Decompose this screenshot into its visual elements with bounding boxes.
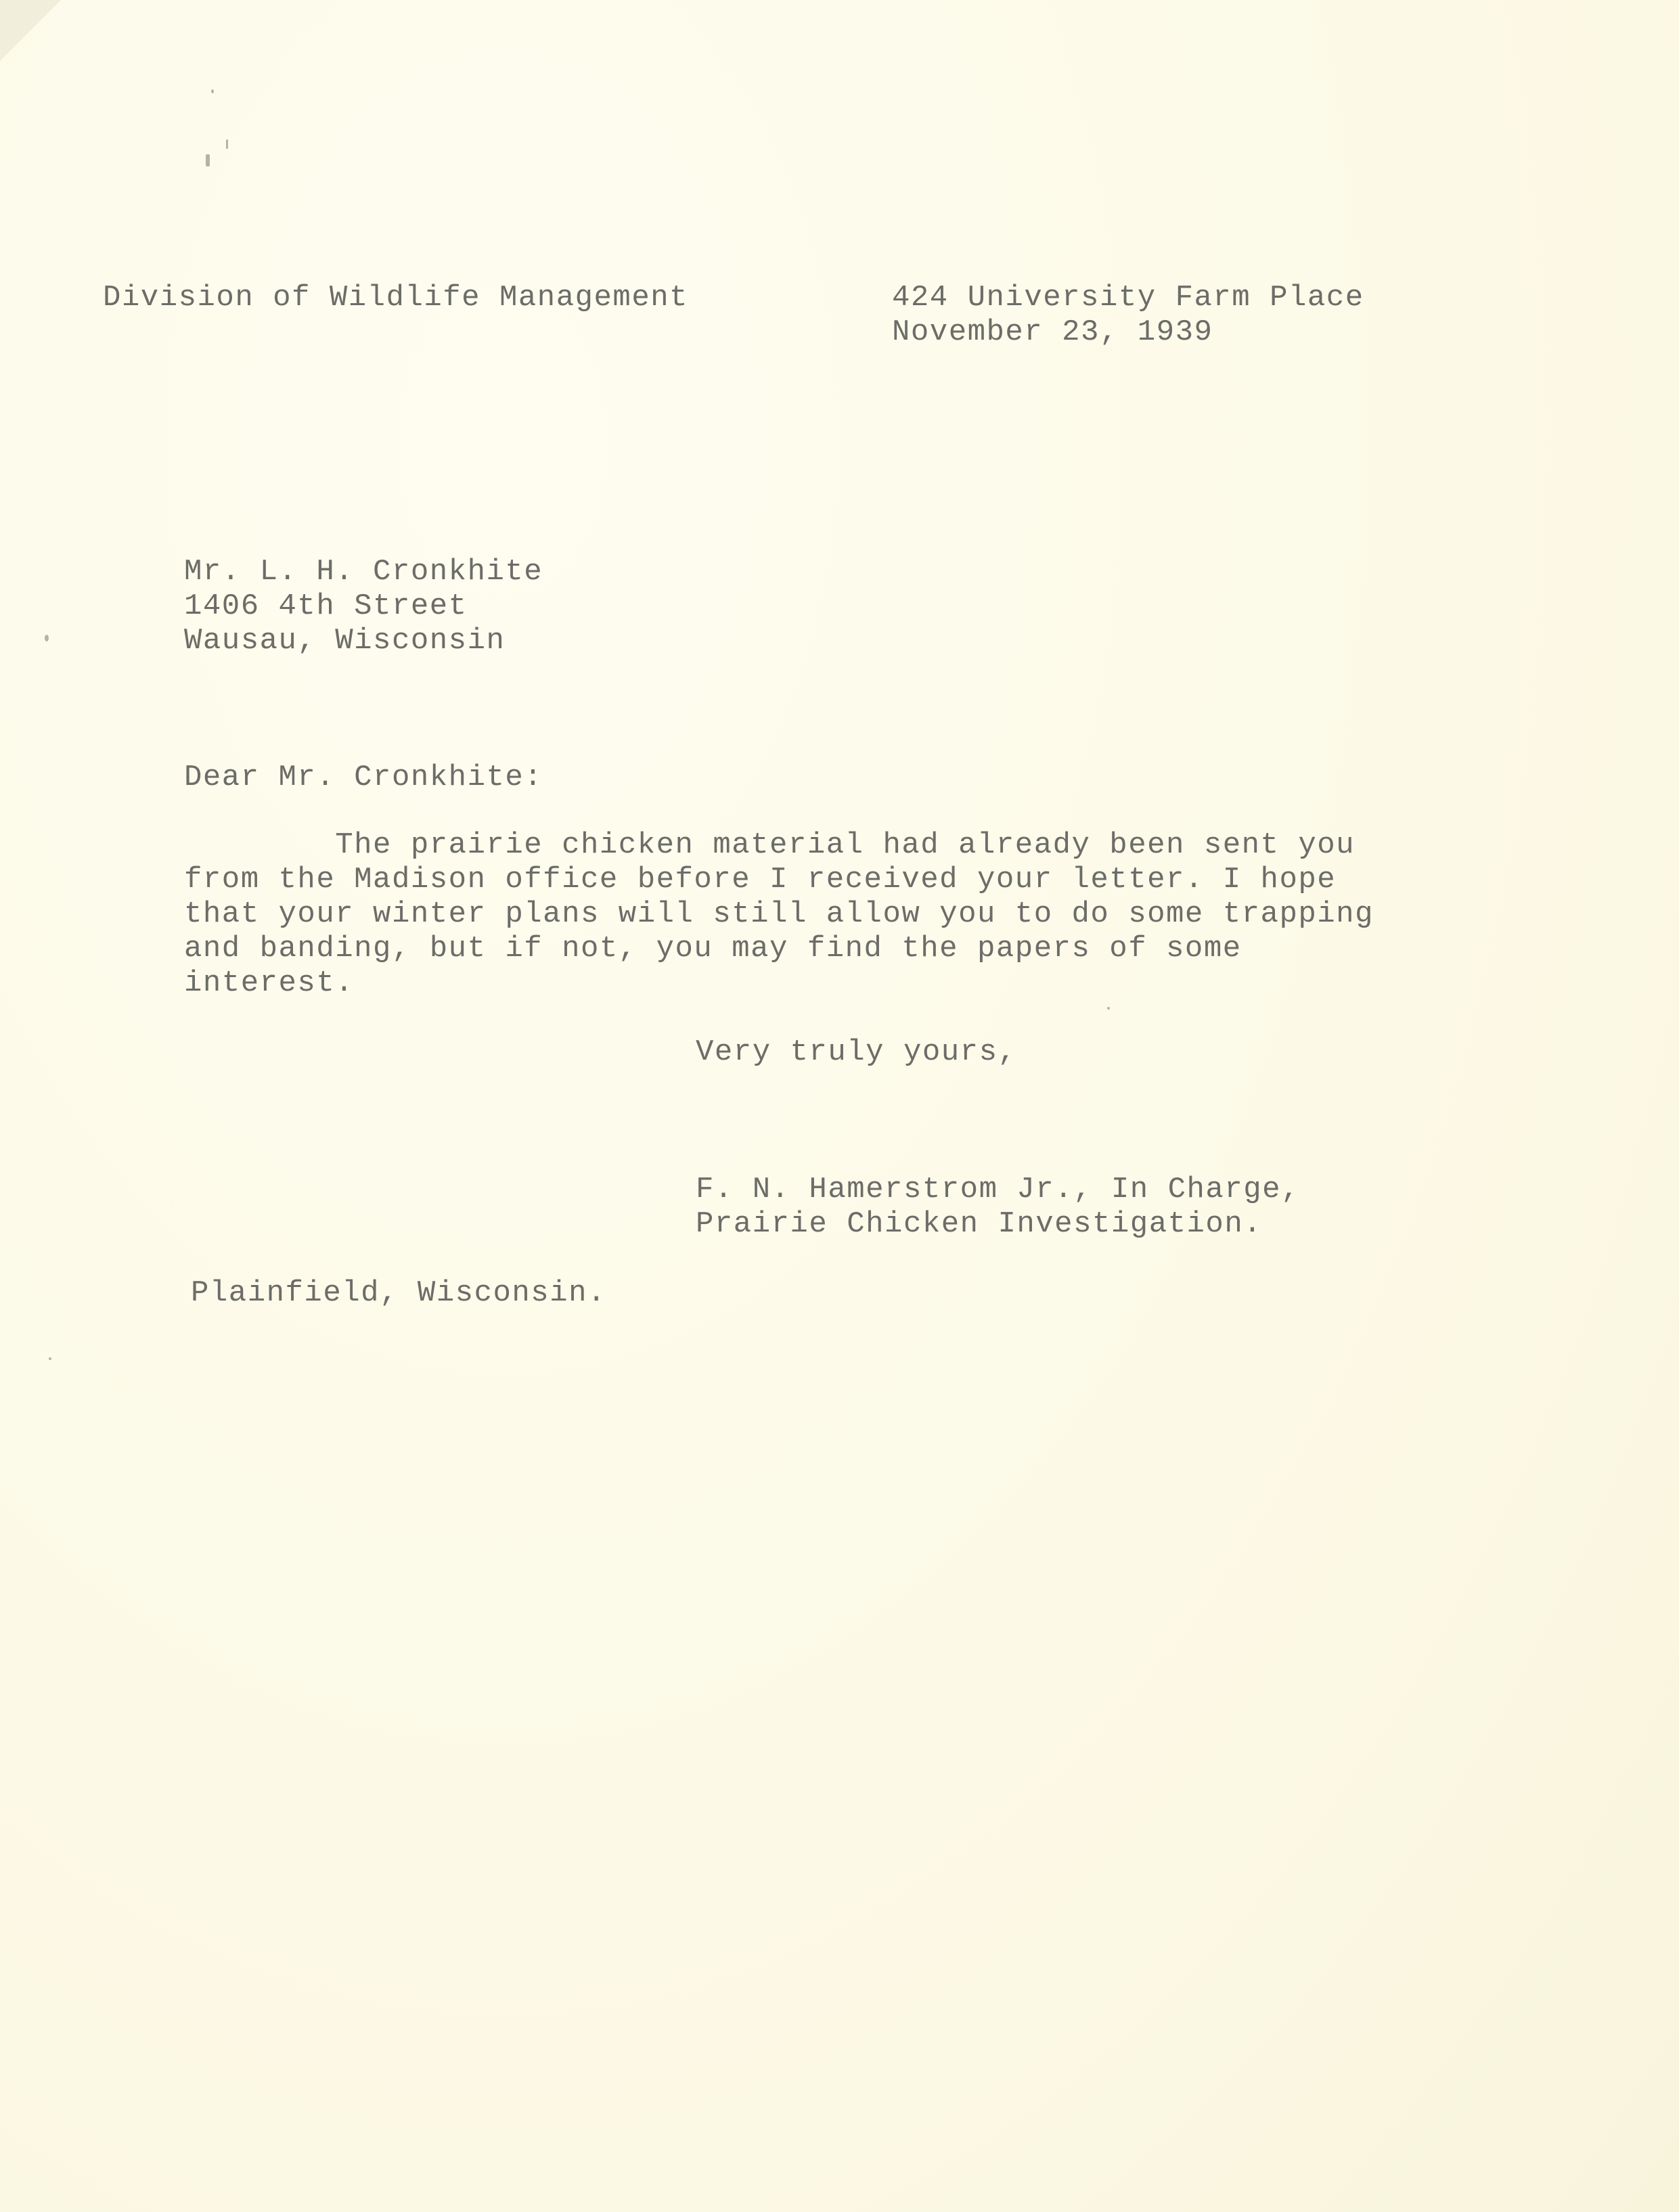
paper-speck [206,154,210,166]
signature-line-2: Prairie Chicken Investigation. [696,1207,1263,1241]
letter-date: November 23, 1939 [892,315,1213,349]
body-line: that your winter plans will still allow you to do some trapping [184,897,1374,931]
signature-line-1: F. N. Hamerstrom Jr., In Charge, [696,1173,1300,1206]
paper-speck [211,89,214,93]
closing: Very truly yours, [696,1035,1017,1069]
body-line: The prairie chicken material had already been sent you [184,828,1356,862]
salutation: Dear Mr. Cronkhite: [184,761,543,794]
sender-address: 424 University Farm Place [892,281,1364,315]
body-line: from the Madison office before I received your letter. I hope [184,863,1337,897]
recipient-street: 1406 4th Street [184,589,468,623]
recipient-name: Mr. L. H. Cronkhite [184,555,543,589]
sender-location: Plainfield, Wisconsin. [191,1276,606,1310]
division-name: Division of Wildlife Management [103,281,689,315]
body-line: and banding, but if not, you may find the papers of some [184,932,1242,966]
paper-speck [226,139,228,149]
body-line: interest. [184,966,355,1000]
paper-speck [45,635,49,641]
paper-corner [0,0,61,61]
paper-speck [1107,1007,1110,1010]
paper-speck [49,1357,51,1360]
recipient-city: Wausau, Wisconsin [184,624,506,658]
